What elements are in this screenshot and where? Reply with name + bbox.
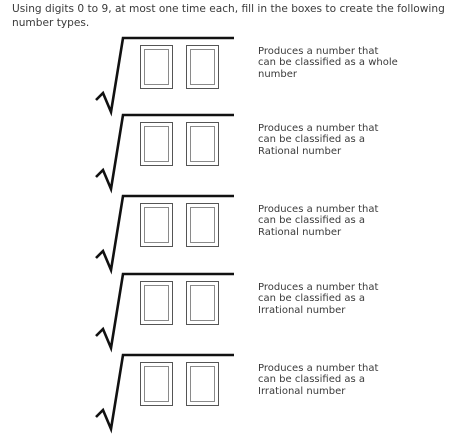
description-line-1: Produces a number that <box>258 46 379 57</box>
digit-box-2[interactable] <box>186 362 219 406</box>
digit-box-2[interactable] <box>186 281 219 325</box>
digit-box-2[interactable] <box>186 203 219 247</box>
problem-3 <box>0 192 474 272</box>
problem-5 <box>0 351 474 431</box>
digit-box-1[interactable] <box>140 203 173 247</box>
description-line-3: Rational number <box>258 226 342 238</box>
problem-4 <box>0 270 474 350</box>
description-line-2: can be classified as a <box>258 374 366 386</box>
digit-box-1[interactable] <box>140 281 173 325</box>
problem-description <box>258 204 448 238</box>
description-line-2: can be classified as a <box>258 134 366 146</box>
description-line-2: can be classified as a whole <box>258 57 398 69</box>
instructions-text: Using digits 0 to 9, at most one time each, fill in the boxes to create the following number types. <box>12 3 445 29</box>
problem-description <box>258 123 448 157</box>
description-line-2: can be classified as a <box>258 293 366 305</box>
description-line-3: number <box>258 68 298 80</box>
digit-box-2[interactable] <box>186 122 219 166</box>
description-line-3: Rational number <box>258 145 342 157</box>
description-line-2: can be classified as a <box>258 215 366 227</box>
description-line-3: Irrational number <box>258 304 346 316</box>
problem-2 <box>0 111 474 191</box>
problem-description <box>258 282 448 316</box>
problem-description <box>258 363 448 397</box>
description-line-3: Irrational number <box>258 385 346 397</box>
description-line-1: Produces a number that <box>258 204 379 215</box>
description-line-1: Produces a number that <box>258 282 379 293</box>
description-line-1: Produces a number that <box>258 363 379 374</box>
digit-box-1[interactable] <box>140 122 173 166</box>
problem-description <box>258 46 448 80</box>
problem-1 <box>0 34 474 114</box>
digit-box-1[interactable] <box>140 45 173 89</box>
digit-box-2[interactable] <box>186 45 219 89</box>
digit-box-1[interactable] <box>140 362 173 406</box>
description-line-1: Produces a number that <box>258 123 379 134</box>
